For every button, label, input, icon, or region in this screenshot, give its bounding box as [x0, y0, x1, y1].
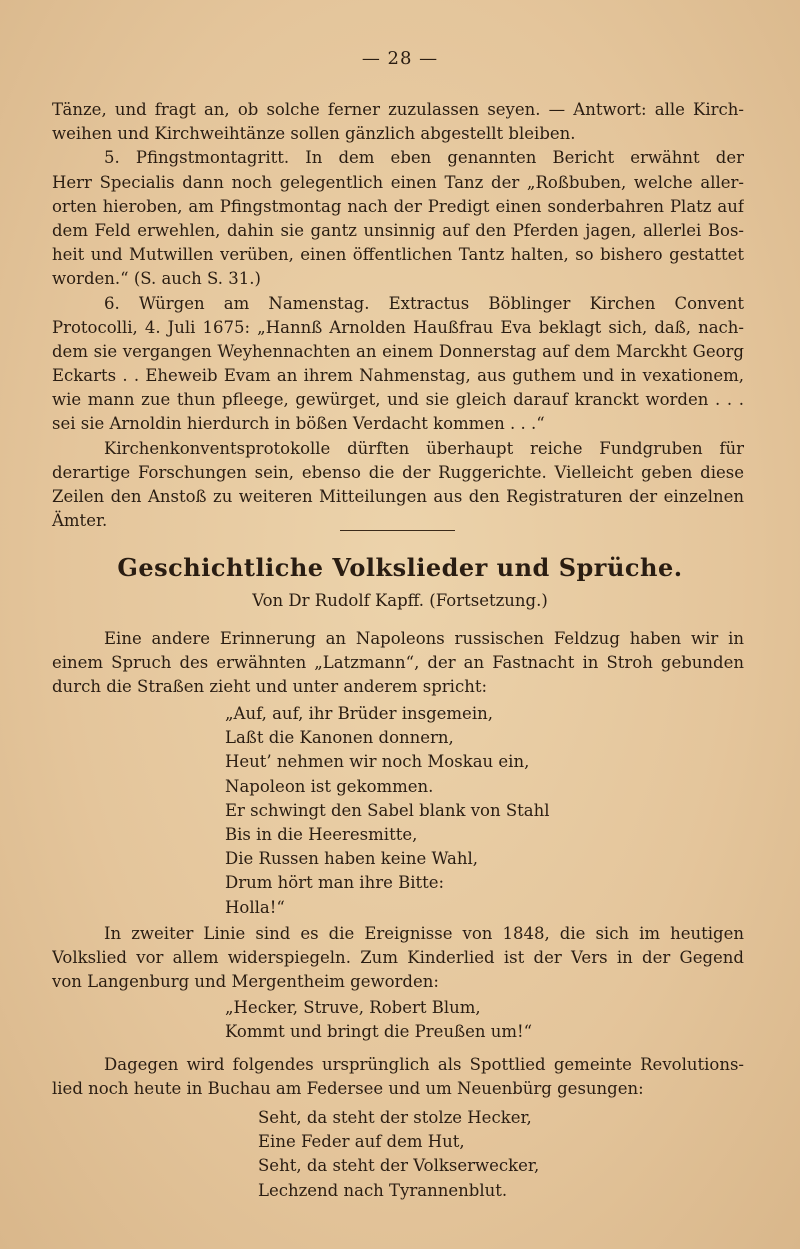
verse-line: Er schwingt den Sabel blank von Stahl — [225, 800, 550, 820]
verse-line: „Auf, auf, ihr Brüder insgemein, — [225, 704, 493, 723]
text-line: Kirchenkonventsprotokolle dürften überhaupt reiche Fundgruben für — [104, 438, 744, 458]
text-line: lied noch heute in Buchau am Federsee und um Neuenbürg gesungen: — [52, 1079, 644, 1099]
verse-line: Holla!“ — [225, 897, 285, 917]
text-line: derartige Forschungen sein, ebenso die der Ruggerichte. Vielleicht geben diese — [52, 462, 744, 482]
paragraph-spottlied — [52, 1053, 744, 1101]
text-line: wie mann zue thun pfleege, gewürget, und sie gleich darauf kranckt worden . . . — [52, 390, 744, 410]
verse-line: „Hecker, Struve, Robert Blum, — [225, 998, 481, 1017]
text-line: Volkslied vor allem widerspiegeln. Zum Kinderlied ist der Vers in der Gegend — [52, 948, 744, 968]
verse-stolze-hecker — [258, 1106, 539, 1203]
text-line: Eine andere Erinnerung an Napoleons russischen Feldzug haben wir in — [104, 629, 744, 648]
text-line: worden.“ (S. auch S. 31.) — [52, 269, 261, 289]
text-line: Ämter. — [52, 511, 108, 531]
text-line: Eckarts . . Eheweib Evam an ihrem Nahmenstag, aus guthem und in vexationem, — [52, 366, 744, 386]
text-line: durch die Straßen zieht und unter anderem spricht: — [52, 677, 488, 697]
verse-line: Bis in die Heeresmitte, — [225, 825, 418, 845]
article-heading: Geschichtliche Volkslieder und Sprüche. — [117, 553, 683, 582]
verse-line: Drum hört man ihre Bitte: — [225, 873, 445, 893]
text-line: sei sie Arnoldin hierdurch in bößen Verdacht kommen . . .“ — [52, 414, 545, 434]
text-line: Dagegen wird folgendes ursprünglich als Spottlied gemeinte Revolutions- — [104, 1055, 744, 1074]
text-line: dem sie vergangen Weyhennachten an einem Donnerstag auf dem Marckht Georg — [52, 341, 744, 361]
verse-hecker-kinderlied — [225, 996, 532, 1044]
text-line: dem Feld erwehlen, dahin sie gantz unsinnig auf den Pferden jagen, allerlei Bos- — [52, 220, 744, 240]
text-line: 5. Pfingstmontagritt. In dem eben genannten Bericht erwähnt der — [104, 148, 744, 168]
text-line: Zeilen den Anstoß zu weiteren Mitteilungen aus den Registraturen der einzelnen — [52, 487, 744, 507]
verse-line: Die Russen haben keine Wahl, — [225, 849, 478, 869]
text-line: von Langenburg und Mergentheim geworden: — [52, 972, 439, 992]
verse-line: Heut’ nehmen wir noch Moskau ein, — [225, 752, 530, 772]
article-byline: Von Dr Rudolf Kapff. (Fortsetzung.) — [252, 591, 548, 610]
text-line: 6. Würgen am Namenstag. Extractus Böblinger Kirchen Convent — [104, 293, 744, 313]
text-line: weihen und Kirchweihtänze sollen gänzlich abgestellt bleiben. — [52, 124, 576, 144]
section-divider — [340, 530, 455, 531]
text-line: Herr Specialis dann noch gelegentlich einen Tanz der „Roßbuben, welche aller- — [52, 172, 744, 192]
verse-line: Seht, da steht der Volkserwecker, — [258, 1156, 540, 1176]
text-line: orten hieroben, am Pfingstmontag nach der Predigt einen sonderbahren Platz auf — [52, 196, 744, 216]
text-line: Protocolli, 4. Juli 1675: „Hannß Arnolden Haußfrau Eva beklagt sich, daß, nach- — [52, 317, 744, 337]
verse-line: Eine Feder auf dem Hut, — [258, 1132, 465, 1152]
text-line: einem Spruch des erwähnten „Latzmann“, der an Fastnacht in Stroh gebunden — [52, 653, 744, 673]
text-line: In zweiter Linie sind es die Ereignisse von 1848, die sich im heutigen — [104, 924, 744, 943]
verse-line: Laßt die Kanonen donnern, — [225, 728, 454, 748]
paragraph-1848 — [52, 922, 744, 995]
text-line: heit und Mutwillen verüben, einen öffentlichen Tantz halten, so bishero gestattet — [52, 245, 744, 265]
verse-line: Napoleon ist gekommen. — [225, 776, 434, 796]
page-number: — 28 — — [361, 48, 439, 69]
verse-line: Seht, da steht der stolze Hecker, — [258, 1108, 532, 1127]
verse-line: Lechzend nach Tyrannenblut. — [258, 1180, 508, 1200]
section-continuation — [52, 98, 744, 533]
verse-line: Kommt und bringt die Preußen um!“ — [225, 1022, 533, 1042]
verse-moskau — [225, 702, 550, 920]
text-line: Tänze, und fragt an, ob solche ferner zuzulassen seyen. — Antwort: alle Kirch- — [52, 100, 744, 119]
paragraph-napoleon — [52, 627, 744, 700]
